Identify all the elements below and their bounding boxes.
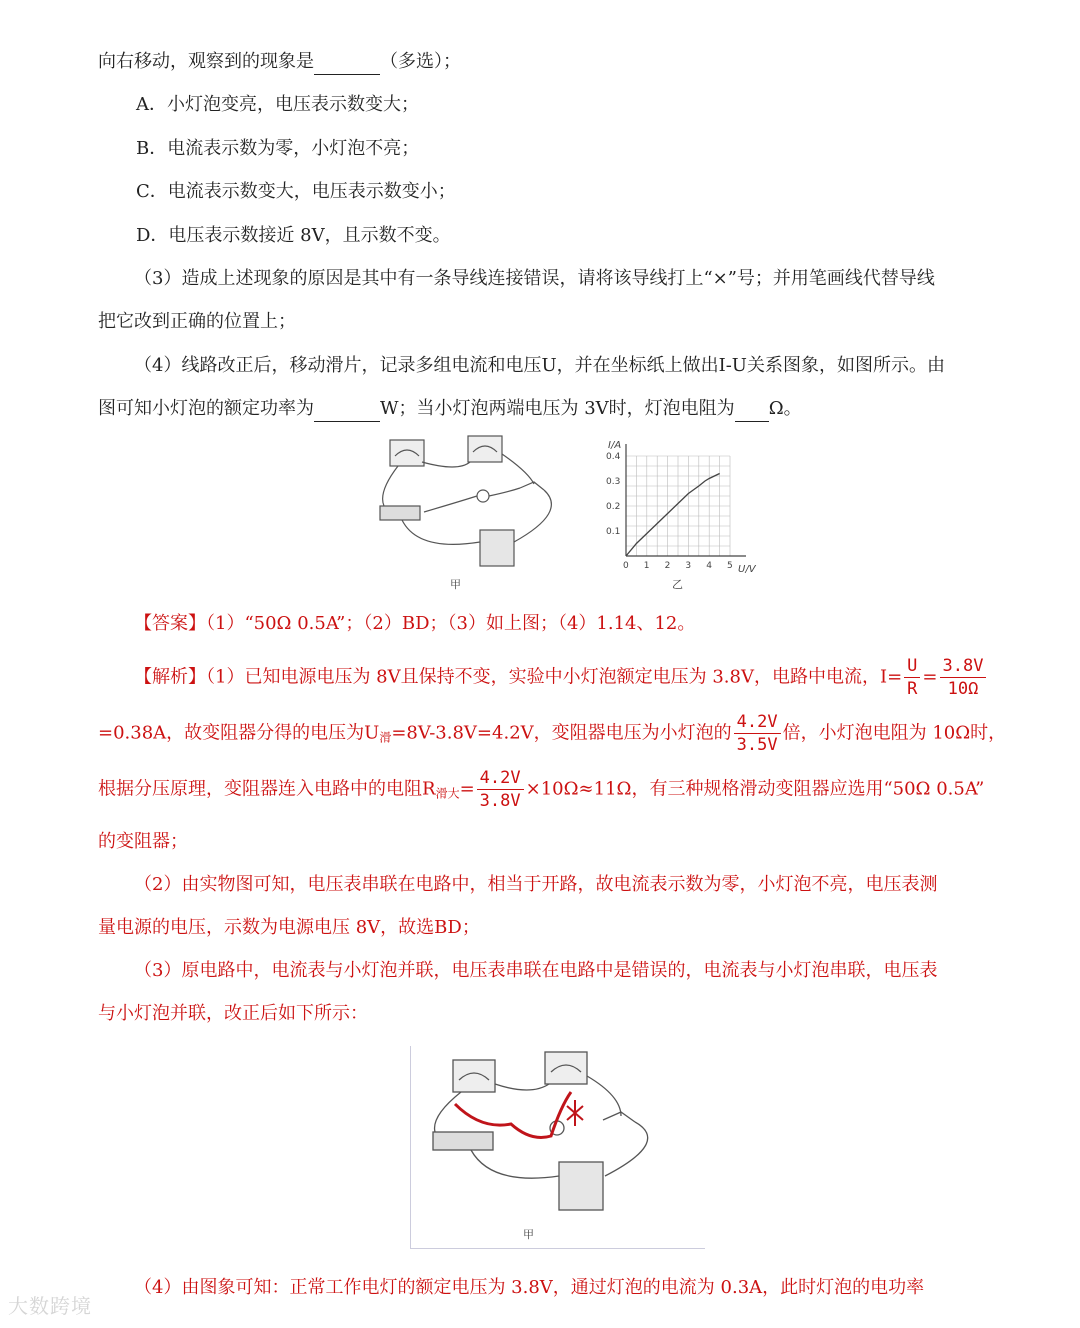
answer-line <box>134 612 695 636</box>
x-tick-label: 3 <box>685 561 692 571</box>
fraction-u-over-r: $\frac{U}{R}$ <box>904 655 920 700</box>
analysis-3-line-1: （3）原电路中，电流表与小灯泡并联，电压表串联在电路中是错误的，电流表与小灯泡串联，电压表 <box>134 960 938 981</box>
question-4-text-a: 图可知小灯泡的额定功率为 <box>98 398 314 419</box>
y-tick-label: 0.1 <box>606 527 621 537</box>
switch-shape <box>520 482 544 490</box>
fraction-3-8v-over-10ohm: $\frac{3.8V}{10\Omega}$ <box>940 655 987 700</box>
x-axis-label: U/V <box>738 564 756 575</box>
cross-mark-icon <box>567 1100 583 1126</box>
question-line-1-tail: （多选）； <box>380 51 461 72</box>
x-tick-label: 4 <box>706 561 712 571</box>
x-tick-label: 0 <box>623 561 629 571</box>
figure-label-jia: 甲 <box>450 578 461 591</box>
watermark: 大数跨境 <box>8 1294 92 1318</box>
analysis-2-line-1: （2）由实物图可知，电压表串联在电路中，相当于开路，故电流表示数为零，小灯泡不亮，电压表测 <box>134 874 938 895</box>
question-4-line-1: （4）线路改正后，移动滑片，记录多组电流和电压U，并在坐标纸上做出I-U关系图象，如图所示。由 <box>134 355 945 376</box>
circuit-figure-jia <box>358 432 576 592</box>
ammeter-shape-2 <box>453 1060 495 1092</box>
voltmeter-shape-2 <box>545 1052 587 1084</box>
iu-chart <box>600 432 760 592</box>
option-c: C．电流表示数变大，电压表示数变小； <box>136 181 456 202</box>
x-tick-label: 1 <box>643 561 650 571</box>
wires <box>383 454 552 544</box>
analysis-3-line-2: 与小灯泡并联，改正后如下所示： <box>98 1003 368 1024</box>
y-axis-label: I/A <box>608 440 622 451</box>
corrected-circuit-figure <box>410 1046 705 1249</box>
option-d: D．电压表示数接近 8V，且示数不变。 <box>136 225 451 246</box>
option-b: B．电流表示数为零，小灯泡不亮； <box>136 138 420 159</box>
analysis-tag: 【解析】 <box>134 666 206 688</box>
y-tick-label: 0.4 <box>606 452 621 462</box>
option-a: A．小灯泡变亮，电压表示数变大； <box>136 94 419 115</box>
bulb-shape <box>477 490 489 502</box>
question-3-line-1: （3）造成上述现象的原因是其中有一条导线连接错误，请将该导线打上“×”号；并用笔画线代替导线 <box>134 268 935 289</box>
answer-blank-power <box>314 397 380 422</box>
answer-text: （1）“50Ω 0.5A”；（2）BD；（3）如上图；（4）1.14、12。 <box>206 613 696 634</box>
question-line-1-text: 向右移动，观察到的现象是 <box>98 51 314 72</box>
analysis-2-line-2: 量电源的电压，示数为电源电压 8V，故选BD； <box>98 917 480 938</box>
analysis-line-1: 【解析】（1）已知电源电压为 8V且保持不变，实验中小灯泡额定电压为 3.8V，电路中电流，I= $\frac{U}{R}$ = $\frac{3.8V}{10\Omega}$ <box>134 655 988 700</box>
voltmeter-shape <box>468 436 502 462</box>
question-line-1 <box>98 50 461 75</box>
ammeter-shape <box>390 440 424 466</box>
analysis-line-3: 根据分压原理，变阻器连入电路中的电阻$R_{滑大}=$ $\frac{4.2V}{3.8V}$ ×10Ω≈11Ω，有三种规格滑动变阻器应选用“50Ω 0.5A” <box>98 768 985 811</box>
fraction-4-2v-over-3-8v: $\frac{4.2V}{3.8V}$ <box>477 767 524 812</box>
answer-blank-resistance <box>735 397 769 422</box>
switch-shape-2 <box>603 1112 635 1122</box>
question-4-line-2 <box>98 397 802 422</box>
chart-grid <box>626 456 730 556</box>
rheostat-shape <box>380 506 420 520</box>
figure-label-yi: 乙 <box>672 578 683 591</box>
answer-blank-1 <box>314 50 380 75</box>
x-tick-label: 5 <box>727 561 733 571</box>
fraction-4-2v-over-3-5v: $\frac{4.2V}{3.5V}$ <box>734 711 781 756</box>
figure-label-jia-2: 甲 <box>523 1228 534 1241</box>
y-tick-label: 0.3 <box>606 477 621 487</box>
analysis-line-2: =0.38A，故变阻器分得的电压为$U_滑=8V-3.8V=4.2V$，变阻器电压为小灯泡的 $\frac{4.2V}{3.5V}$ 倍，小灯泡电阻为 10Ω时， <box>98 712 1007 755</box>
rheostat-shape-2 <box>433 1132 493 1150</box>
analysis-4-line-1: （4）由图象可知：正常工作电灯的额定电压为 3.8V，通过灯泡的电流为 0.3A，此时灯泡的电功率 <box>134 1277 925 1298</box>
analysis-line-4: 的变阻器； <box>98 831 188 852</box>
question-4-text-b: W；当小灯泡两端电压为 3V时，灯泡电阻为 <box>380 398 735 419</box>
question-4-text-c: Ω。 <box>768 398 802 419</box>
answer-tag: 【答案】 <box>134 613 206 634</box>
battery-shape <box>480 530 514 566</box>
x-tick-label: 2 <box>664 561 671 571</box>
analysis-line-1-text: （1）已知电源电压为 8V且保持不变，实验中小灯泡额定电压为 3.8V，电路中电流，I= <box>206 666 903 688</box>
battery-shape-2 <box>559 1162 603 1210</box>
corrected-wire-red <box>455 1092 571 1138</box>
y-tick-label: 0.2 <box>606 502 621 512</box>
question-3-line-2: 把它改到正确的位置上； <box>98 311 296 332</box>
